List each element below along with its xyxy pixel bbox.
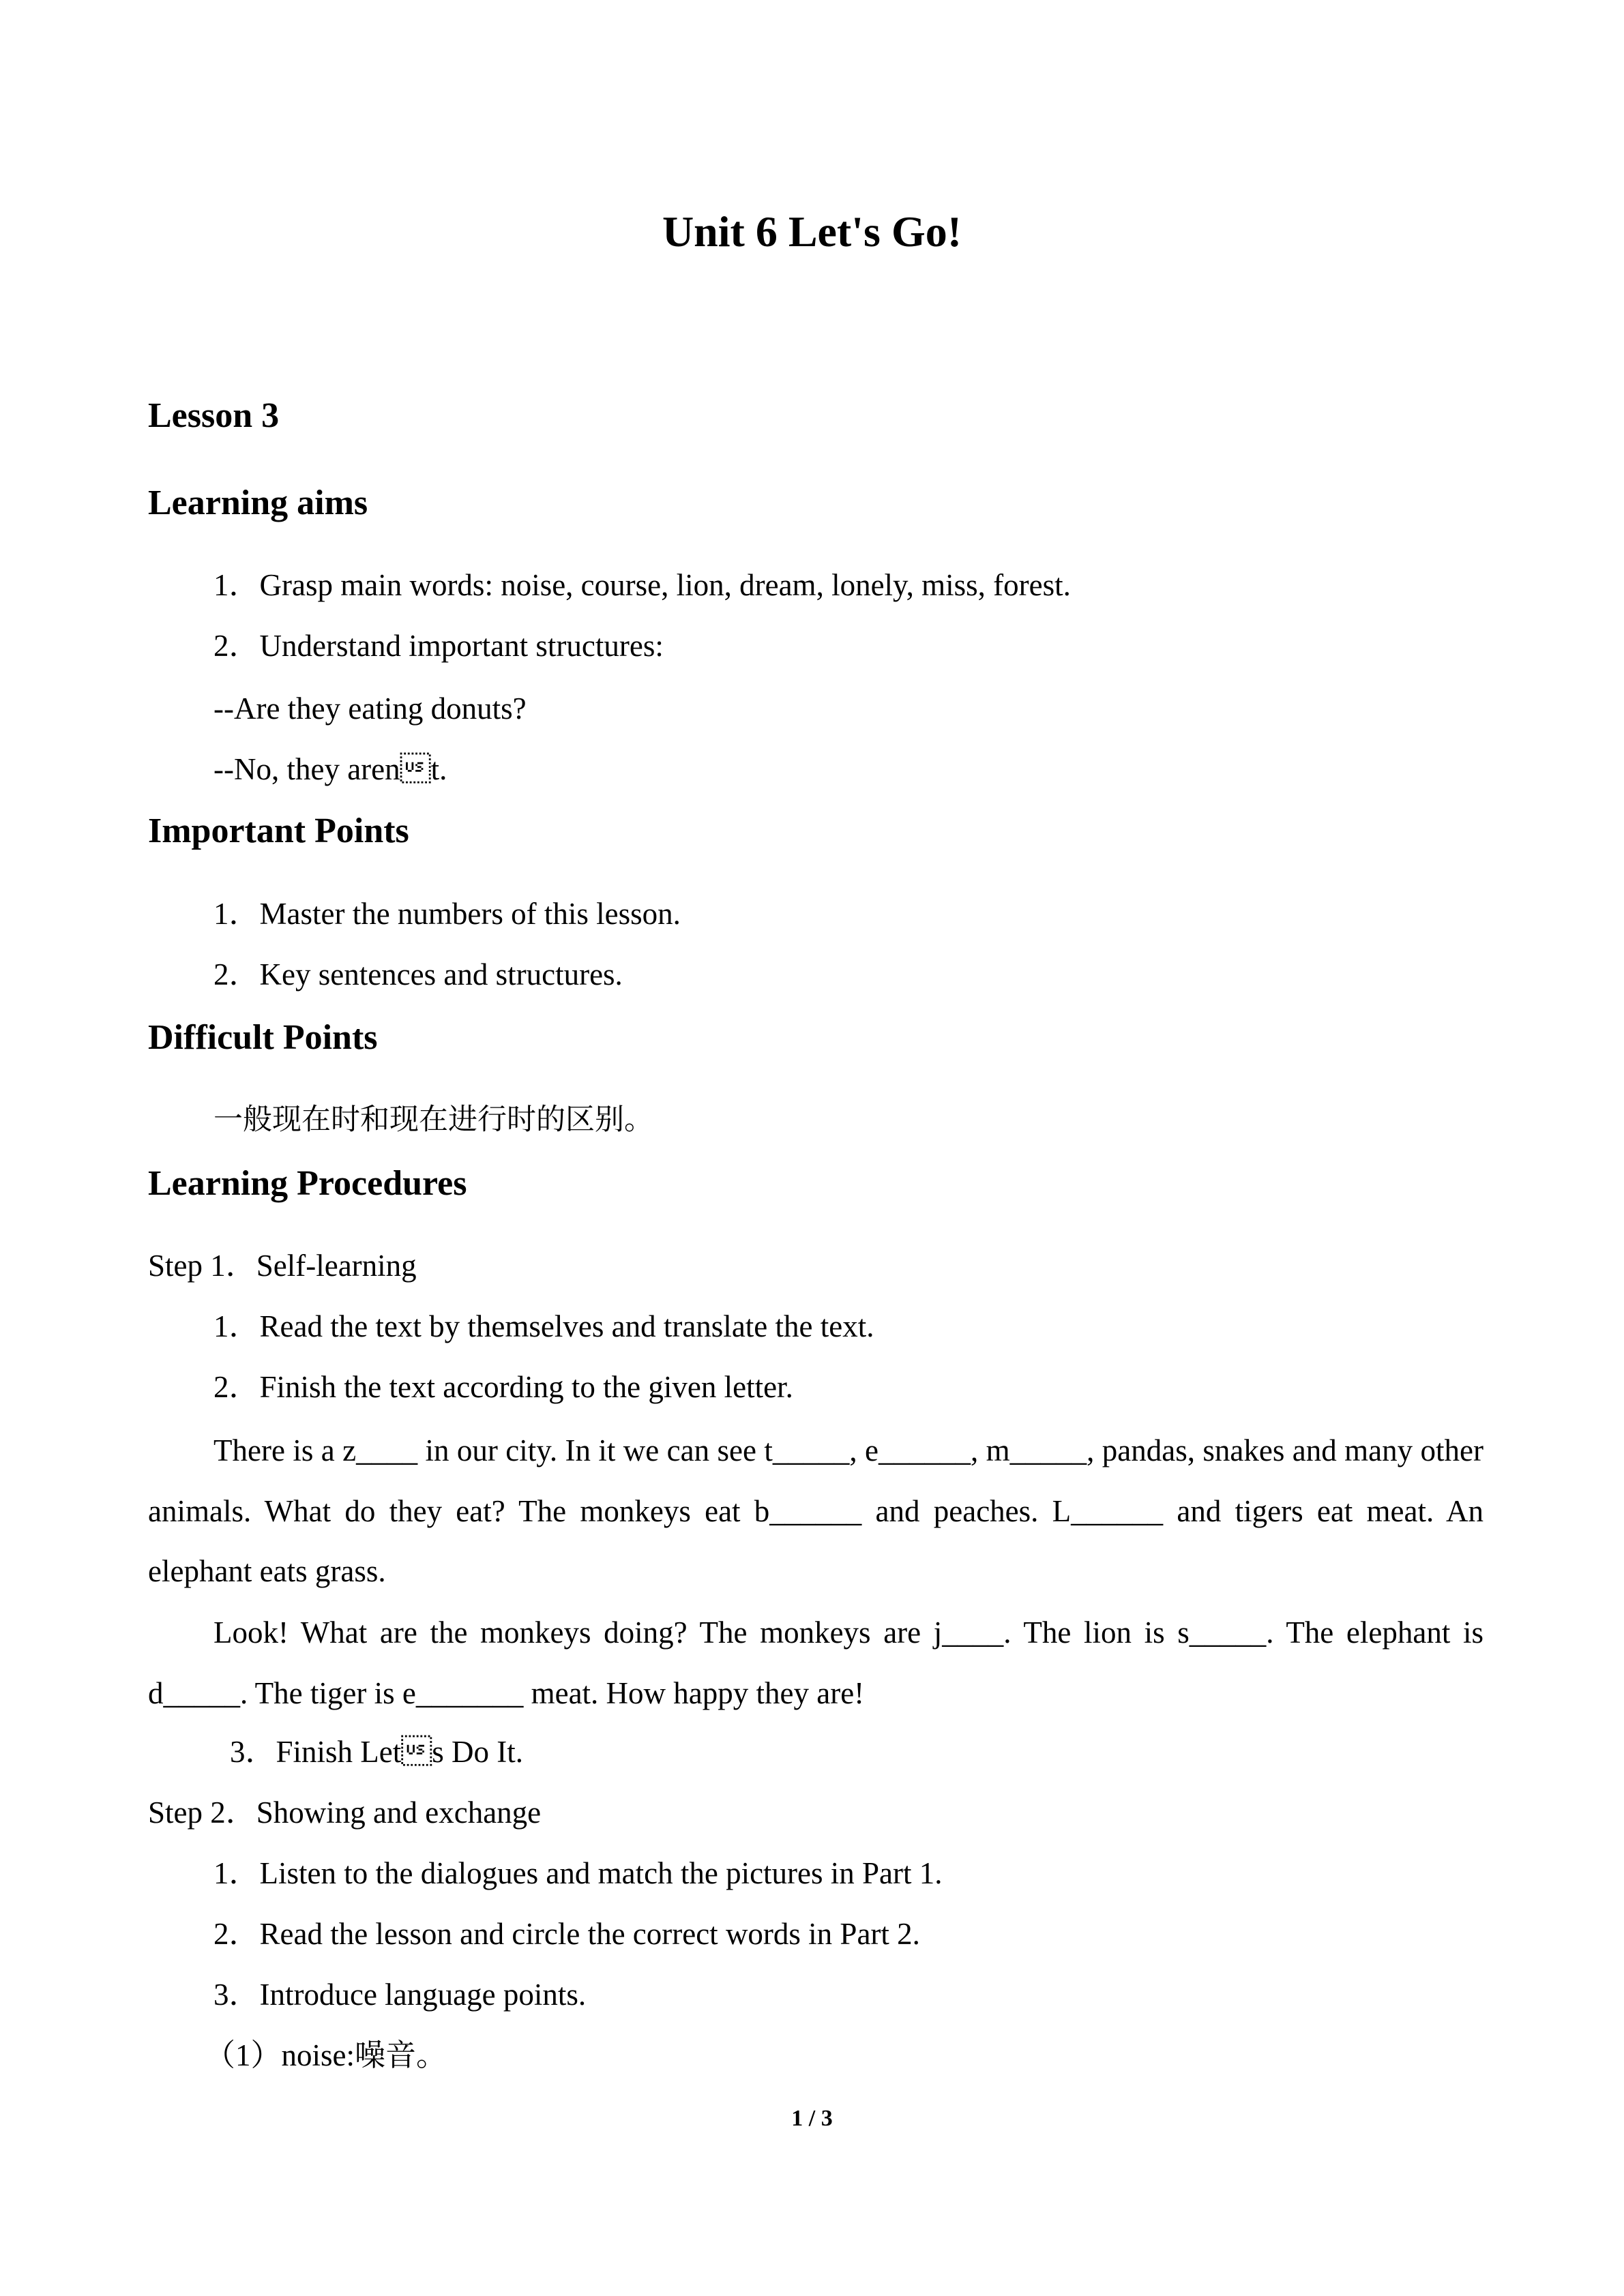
step2-note: （1）noise:噪音。 [205,2038,447,2072]
learning-aims-heading: Learning aims [148,483,368,522]
step2-label: Step 2．Showing and exchange [148,1795,542,1830]
step1-item-3: 3．Finish Let s Do It. [230,1735,524,1769]
important-points-heading: Important Points [148,811,409,850]
difficult-points-heading: Difficult Points [148,1018,378,1057]
paragraph-1-text: There is a z____ in our city. In it we can see t_____, e______, m_____, pandas, snakes and many other animals. What do they eat? The monkeys eat b______ and peaches. L______ and tigers eat meat. An elephant eats grass. [148,1433,1483,1588]
learning-aim-item: --No, they aren t. [213,752,447,786]
learning-aim-item: 2．Understand important structures: [213,629,664,663]
lesson-heading: Lesson 3 [148,396,280,435]
difficult-points-text: 一般现在时和现在进行时的区别。 [213,1103,653,1137]
important-point-item: 1．Master the numbers of this lesson. [213,897,681,931]
step2-item: 2．Read the lesson and circle the correct words in Part 2. [213,1917,920,1951]
fill-in-paragraph-1 [148,1420,1483,1602]
fill-in-paragraph-2 [148,1602,1483,1723]
step1-item: 2．Finish the text according to the given letter. [213,1370,793,1404]
learning-procedures-heading: Learning Procedures [148,1164,467,1203]
step1-label: Step 1．Self-learning [148,1249,417,1283]
document-title: Unit 6 Let's Go! [662,207,962,256]
learning-aim-item: --Are they eating donuts? [213,691,527,726]
step2-item: 3．Introduce language points. [213,1978,587,2012]
page-number: 1 / 3 [791,2106,833,2131]
step2-item: 1．Listen to the dialogues and match the pictures in Part 1. [213,1856,943,1890]
step1-item: 1．Read the text by themselves and translate the text. [213,1309,874,1343]
paragraph-2-text: Look! What are the monkeys doing? The monkeys are j____. The lion is s_____. The elephant is d_____. The tiger is e_______ meat. How happy they are! [148,1615,1483,1710]
learning-aim-item: 1．Grasp main words: noise, course, lion, dream, lonely, miss, forest. [213,568,1071,602]
important-point-item: 2．Key sentences and structures. [213,957,623,992]
